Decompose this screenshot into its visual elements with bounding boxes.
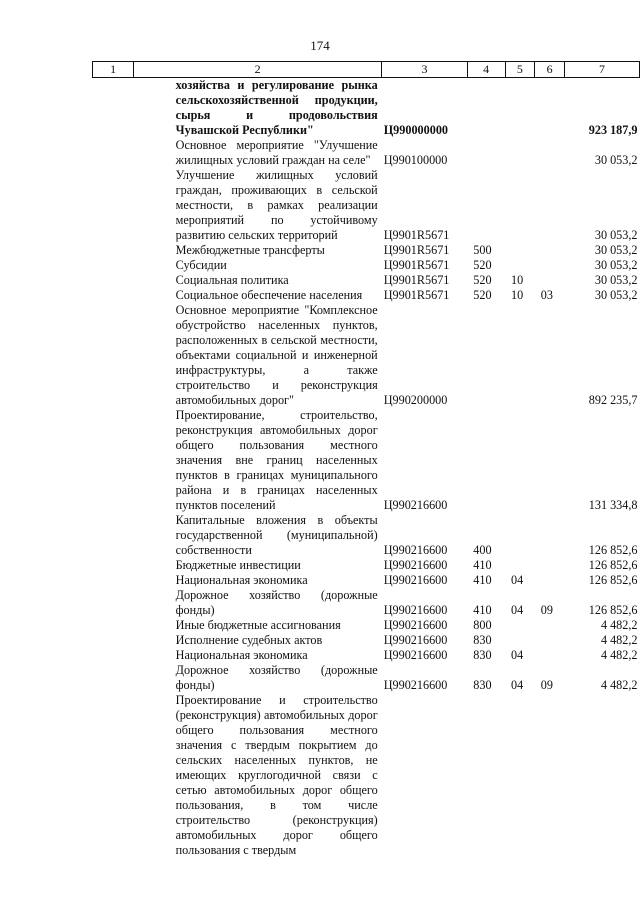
row-spacer-cell [93, 618, 134, 633]
header-col-2: 2 [134, 62, 382, 78]
table-body [93, 78, 640, 859]
row-name: Бюджетные инвестиции [175, 558, 301, 572]
row-col-5 [505, 408, 535, 513]
row-col-5 [505, 513, 535, 558]
row-col-6 [535, 633, 565, 648]
row-col-5 [505, 168, 535, 243]
row-name: Основное мероприятие "Улучшение жилищных условий граждан на селе" [175, 138, 378, 167]
header-col-6: 6 [535, 62, 565, 78]
row-code: Ц990100000 [383, 153, 448, 167]
table-row [93, 303, 640, 408]
row-name: Дорожное хозяйство (дорожные фонды) [175, 588, 378, 617]
row-spacer-cell [93, 288, 134, 303]
row-spacer-cell [93, 138, 134, 168]
table-row [93, 258, 640, 273]
row-value: 30 053,2 [594, 258, 638, 272]
row-col-4: 500 [473, 243, 492, 257]
row-col-5 [505, 243, 535, 258]
row-col-5: 10 [511, 288, 524, 302]
row-spacer-cell [93, 273, 134, 288]
header-col-3: 3 [382, 62, 468, 78]
row-code: Ц990216600 [383, 618, 448, 632]
table-row [93, 513, 640, 558]
row-name: Межбюджетные трансферты [175, 243, 325, 257]
row-spacer-cell [93, 303, 134, 408]
row-col-4 [467, 408, 505, 513]
header-col-5: 5 [505, 62, 535, 78]
row-code: Ц990216600 [383, 558, 448, 572]
row-name: Субсидии [175, 258, 227, 272]
row-value: 126 852,6 [588, 603, 638, 617]
row-col-6 [535, 138, 565, 168]
table-row [93, 633, 640, 648]
row-spacer-cell [93, 168, 134, 243]
row-value: 30 053,2 [594, 153, 638, 167]
row-value: 131 334,8 [588, 498, 638, 512]
row-spacer-cell [93, 408, 134, 513]
row-col-6 [535, 513, 565, 558]
row-spacer-cell [93, 258, 134, 273]
row-col-5: 04 [511, 678, 524, 692]
row-col-5 [505, 633, 535, 648]
row-col-6 [535, 78, 565, 139]
row-value: 30 053,2 [594, 228, 638, 242]
row-col-5 [505, 78, 535, 139]
row-col-4: 830 [473, 648, 492, 662]
page-number: 174 [310, 38, 330, 53]
table-row [93, 558, 640, 573]
row-col-4: 830 [473, 633, 492, 647]
row-value: 4 482,2 [600, 648, 638, 662]
row-code: Ц9901R5671 [383, 258, 450, 272]
row-value: 126 852,6 [588, 543, 638, 557]
table-row [93, 288, 640, 303]
row-col-4: 520 [473, 273, 492, 287]
row-name: Национальная экономика [175, 648, 308, 662]
row-col-4 [467, 78, 505, 139]
row-spacer-cell [93, 693, 134, 858]
row-code: Ц9901R5671 [383, 243, 450, 257]
row-name: Капитальные вложения в объекты государственной (муниципальной) собственности [175, 513, 378, 557]
row-value: 30 053,2 [594, 243, 638, 257]
row-col-6: 09 [540, 678, 553, 692]
header-col-7: 7 [565, 62, 640, 78]
table-row [93, 588, 640, 618]
row-code: Ц990216600 [383, 543, 448, 557]
row-col-6 [535, 258, 565, 273]
row-col-5 [505, 558, 535, 573]
table-row [93, 573, 640, 588]
row-value: 126 852,6 [588, 558, 638, 572]
row-value: 923 187,9 [588, 123, 638, 137]
row-spacer-cell [93, 663, 134, 693]
row-spacer-cell [93, 633, 134, 648]
row-value: 30 053,2 [594, 273, 638, 287]
row-col-4: 410 [473, 558, 492, 572]
row-col-6 [535, 648, 565, 663]
row-spacer-cell [93, 513, 134, 558]
table-row [93, 78, 640, 139]
row-value: 4 482,2 [600, 633, 638, 647]
row-col-5: 10 [511, 273, 524, 287]
row-name: Иные бюджетные ассигнования [175, 618, 341, 632]
row-col-4 [467, 138, 505, 168]
row-col-5 [505, 618, 535, 633]
row-col-6 [535, 618, 565, 633]
row-name: Проектирование, строительство, реконструкция автомобильных дорог общего пользования местного значения вне границ населенных пунктов в границах муниципального района и в границах населенных пунктов поселений [175, 408, 378, 512]
row-value [565, 693, 640, 858]
row-code: Ц9901R5671 [383, 228, 450, 242]
row-spacer-cell [93, 243, 134, 258]
row-name: Исполнение судебных актов [175, 633, 323, 647]
row-col-5 [505, 258, 535, 273]
row-col-6: 03 [540, 288, 553, 302]
row-col-6: 09 [540, 603, 553, 617]
row-col-4: 520 [473, 258, 492, 272]
row-name: Улучшение жилищных условий граждан, проживающих в сельской местности, в рамках реализации мероприятий по устойчивому развитию сельских территорий [175, 168, 378, 242]
row-spacer-cell [93, 558, 134, 573]
row-col-4 [467, 693, 505, 858]
row-col-5 [505, 693, 535, 858]
table-header-row [93, 62, 640, 78]
row-value: 892 235,7 [588, 393, 638, 407]
row-name: Основное мероприятие "Комплексное обустройство населенных пунктов, расположенных в сельской местности, объектами социальной и инженерной инфраструктуры, а также строительство и реконструкция автомобильных дорог" [175, 303, 378, 407]
budget-table [92, 61, 640, 858]
row-spacer-cell [93, 588, 134, 618]
table-row [93, 618, 640, 633]
row-col-5 [505, 138, 535, 168]
table-row [93, 693, 640, 858]
table-row [93, 273, 640, 288]
row-col-6 [535, 273, 565, 288]
row-col-6 [535, 693, 565, 858]
row-col-6 [535, 243, 565, 258]
row-spacer-cell [93, 78, 134, 139]
row-code: Ц9901R5671 [383, 288, 450, 302]
row-col-5 [505, 303, 535, 408]
header-col-4: 4 [467, 62, 505, 78]
row-col-4 [467, 303, 505, 408]
row-name: Социальная политика [175, 273, 289, 287]
row-col-6 [535, 558, 565, 573]
row-code: Ц990216600 [383, 573, 448, 587]
row-col-6 [535, 303, 565, 408]
row-code [382, 693, 468, 858]
row-code: Ц990216600 [383, 648, 448, 662]
row-col-5: 04 [511, 573, 524, 587]
row-code: Ц990216600 [383, 678, 448, 692]
row-col-4 [467, 168, 505, 243]
row-value: 126 852,6 [588, 573, 638, 587]
row-col-6 [535, 168, 565, 243]
row-code: Ц990216600 [383, 603, 448, 617]
table-row [93, 168, 640, 243]
row-spacer-cell [93, 573, 134, 588]
row-code: Ц990000000 [383, 123, 449, 137]
row-col-4: 830 [473, 678, 492, 692]
table-row [93, 138, 640, 168]
row-name: Проектирование и строительство (реконструкция) автомобильных дорог общего пользования местного значения с твердым покрытием до сельских населенных пунктов, не имеющих круглогодичной связи с сетью автомобильных дорог общего пользования, в том числе строительство (реконструкция) автомобильных дорог общего пользования с твердым [175, 693, 378, 857]
row-col-4: 800 [473, 618, 492, 632]
row-code: Ц990216600 [383, 498, 448, 512]
table-row [93, 243, 640, 258]
row-col-5: 04 [511, 603, 524, 617]
table-row [93, 648, 640, 663]
row-value: 4 482,2 [600, 678, 638, 692]
row-spacer-cell [93, 648, 134, 663]
row-code: Ц990200000 [383, 393, 448, 407]
row-name: хозяйства и регулирование рынка сельскохозяйственной продукции, сырья и продовольствия Чувашской Республики" [175, 78, 378, 137]
row-col-5: 04 [511, 648, 524, 662]
row-value: 4 482,2 [600, 618, 638, 632]
row-code: Ц9901R5671 [383, 273, 450, 287]
table-row [93, 408, 640, 513]
row-name: Дорожное хозяйство (дорожные фонды) [175, 663, 378, 692]
row-col-6 [535, 573, 565, 588]
row-col-6 [535, 408, 565, 513]
header-col-1: 1 [93, 62, 134, 78]
row-col-4: 400 [473, 543, 492, 557]
row-col-4: 410 [473, 603, 492, 617]
table-row [93, 663, 640, 693]
row-value: 30 053,2 [594, 288, 638, 302]
row-name: Социальное обеспечение населения [175, 288, 363, 302]
row-col-4: 520 [473, 288, 492, 302]
row-col-4: 410 [473, 573, 492, 587]
row-name: Национальная экономика [175, 573, 308, 587]
row-code: Ц990216600 [383, 633, 448, 647]
